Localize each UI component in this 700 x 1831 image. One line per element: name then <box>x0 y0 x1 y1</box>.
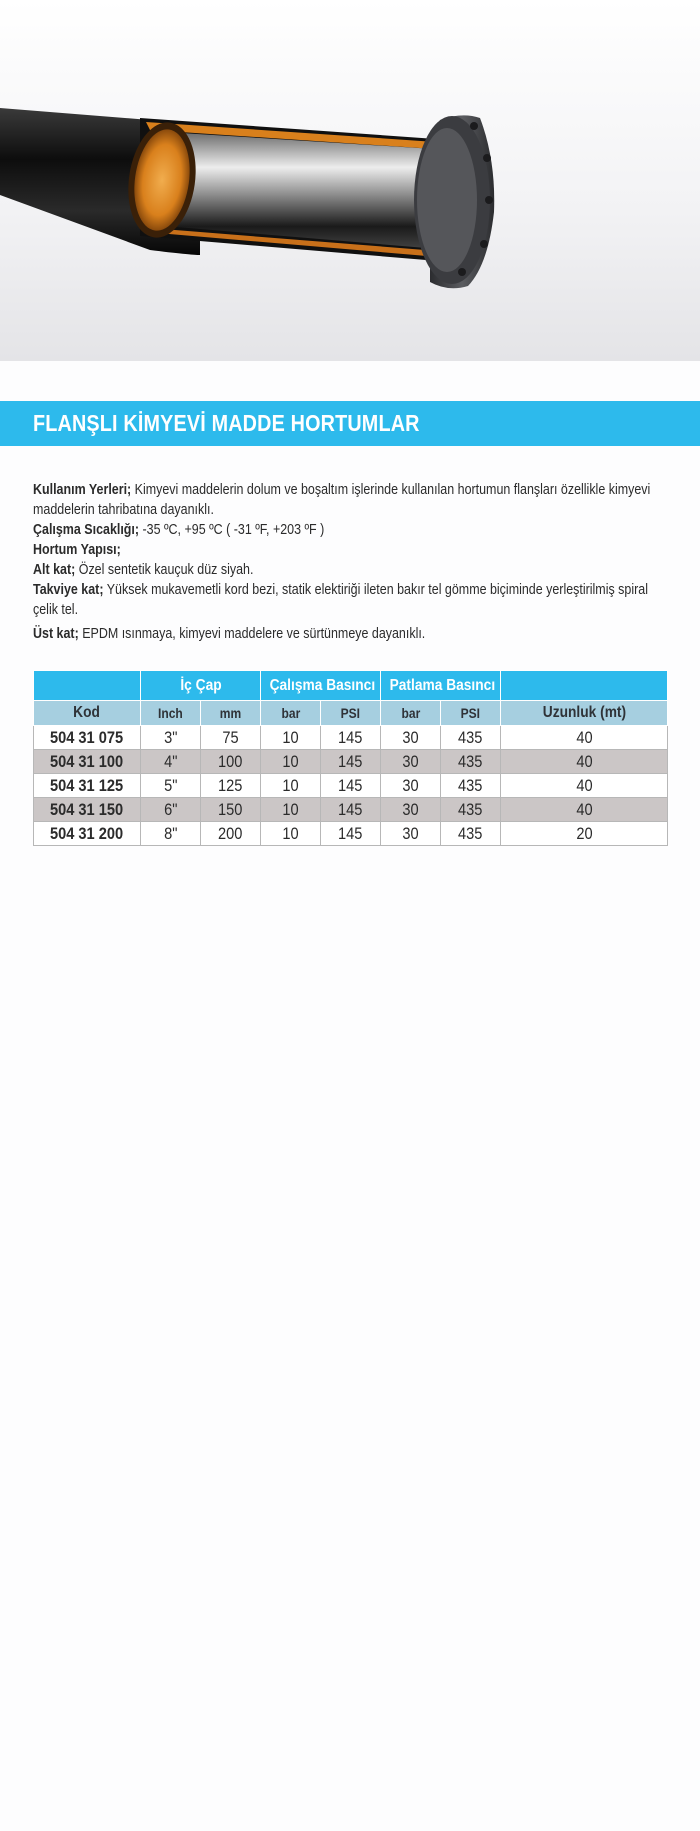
inch-cell: 5" <box>141 774 201 798</box>
group-header-row <box>34 671 668 701</box>
burst-bar-header: bar <box>381 701 441 726</box>
inch-header: Inch <box>141 701 201 726</box>
usage-label: Kullanım Yerleri; <box>33 482 132 498</box>
empty-header-cell <box>34 671 141 701</box>
inch-cell: 8" <box>141 822 201 846</box>
mm-cell: 150 <box>201 798 261 822</box>
empty-header-cell <box>501 671 668 701</box>
burst-psi-cell: 435 <box>441 798 501 822</box>
inch-cell: 4" <box>141 750 201 774</box>
working-psi-header: PSI <box>321 701 381 726</box>
working-psi-cell: 145 <box>321 798 381 822</box>
code-header: Kod <box>34 701 141 726</box>
reinforcement-label: Takviye kat; <box>33 582 104 598</box>
inner-diameter-header: İç Çap <box>141 671 261 701</box>
working-psi-cell: 145 <box>321 822 381 846</box>
length-header: Uzunluk (mt) <box>501 701 668 726</box>
table-row <box>34 750 668 774</box>
spec-table <box>33 670 668 846</box>
burst-bar-cell: 30 <box>381 798 441 822</box>
structure-line <box>33 540 673 560</box>
length-cell: 40 <box>501 726 668 750</box>
length-cell: 40 <box>501 774 668 798</box>
working-psi-cell: 145 <box>321 750 381 774</box>
structure-label: Hortum Yapısı; <box>33 542 121 558</box>
working-bar-cell: 10 <box>261 726 321 750</box>
code-cell: 504 31 075 <box>34 726 141 750</box>
inner-layer-line <box>33 560 673 580</box>
table-row <box>34 798 668 822</box>
code-cell: 504 31 100 <box>34 750 141 774</box>
working-psi-cell: 145 <box>321 774 381 798</box>
burst-bar-cell: 30 <box>381 822 441 846</box>
working-bar-header: bar <box>261 701 321 726</box>
reinforcement-text: Yüksek mukavemetli kord bezi, statik elektiriği ileten bakır tel gömme biçiminde yerleştirilmiş spiral çelik tel. <box>33 582 648 618</box>
working-bar-cell: 10 <box>261 822 321 846</box>
mm-cell: 200 <box>201 822 261 846</box>
outer-layer-line <box>33 624 673 644</box>
mm-cell: 75 <box>201 726 261 750</box>
length-cell: 40 <box>501 750 668 774</box>
table-row <box>34 822 668 846</box>
page-title: FLANŞLI KİMYEVİ MADDE HORTUMLAR <box>33 410 420 436</box>
burst-pressure-header: Patlama Basıncı <box>381 671 501 701</box>
burst-psi-cell: 435 <box>441 822 501 846</box>
inch-cell: 3" <box>141 726 201 750</box>
burst-psi-cell: 435 <box>441 750 501 774</box>
code-cell: 504 31 150 <box>34 798 141 822</box>
product-image <box>0 0 700 361</box>
length-cell: 40 <box>501 798 668 822</box>
working-psi-cell: 145 <box>321 726 381 750</box>
code-cell: 504 31 200 <box>34 822 141 846</box>
description <box>33 480 673 644</box>
mm-header: mm <box>201 701 261 726</box>
burst-psi-cell: 435 <box>441 774 501 798</box>
inner-layer-text: Özel sentetik kauçuk düz siyah. <box>75 562 254 578</box>
reinforcement-line <box>33 580 673 620</box>
flanged-hose-illustration <box>0 0 700 361</box>
table-row <box>34 774 668 798</box>
usage-line <box>33 480 673 520</box>
working-pressure-header: Çalışma Basıncı <box>261 671 381 701</box>
working-bar-cell: 10 <box>261 798 321 822</box>
temperature-text: -35 ºC, +95 ºC ( -31 ºF, +203 ºF ) <box>139 522 325 538</box>
table-row <box>34 726 668 750</box>
working-bar-cell: 10 <box>261 774 321 798</box>
temperature-line <box>33 520 673 540</box>
length-cell: 20 <box>501 822 668 846</box>
mm-cell: 100 <box>201 750 261 774</box>
working-bar-cell: 10 <box>261 750 321 774</box>
burst-psi-header: PSI <box>441 701 501 726</box>
outer-layer-text: EPDM ısınmaya, kimyevi maddelere ve sürtünmeye dayanıklı. <box>78 626 426 642</box>
inch-cell: 6" <box>141 798 201 822</box>
burst-bar-cell: 30 <box>381 774 441 798</box>
temperature-label: Çalışma Sıcaklığı; <box>33 522 140 538</box>
usage-text: Kimyevi maddelerin dolum ve boşaltım işlerinde kullanılan hortumun flanşları özellikle kimyevi maddelerin tahribatına dayanıklı. <box>33 482 651 518</box>
title-band <box>0 401 700 446</box>
burst-psi-cell: 435 <box>441 726 501 750</box>
sub-header-row <box>34 701 668 726</box>
burst-bar-cell: 30 <box>381 750 441 774</box>
inner-layer-label: Alt kat; <box>33 562 76 578</box>
burst-bar-cell: 30 <box>381 726 441 750</box>
outer-layer-label: Üst kat; <box>33 626 79 642</box>
mm-cell: 125 <box>201 774 261 798</box>
code-cell: 504 31 125 <box>34 774 141 798</box>
